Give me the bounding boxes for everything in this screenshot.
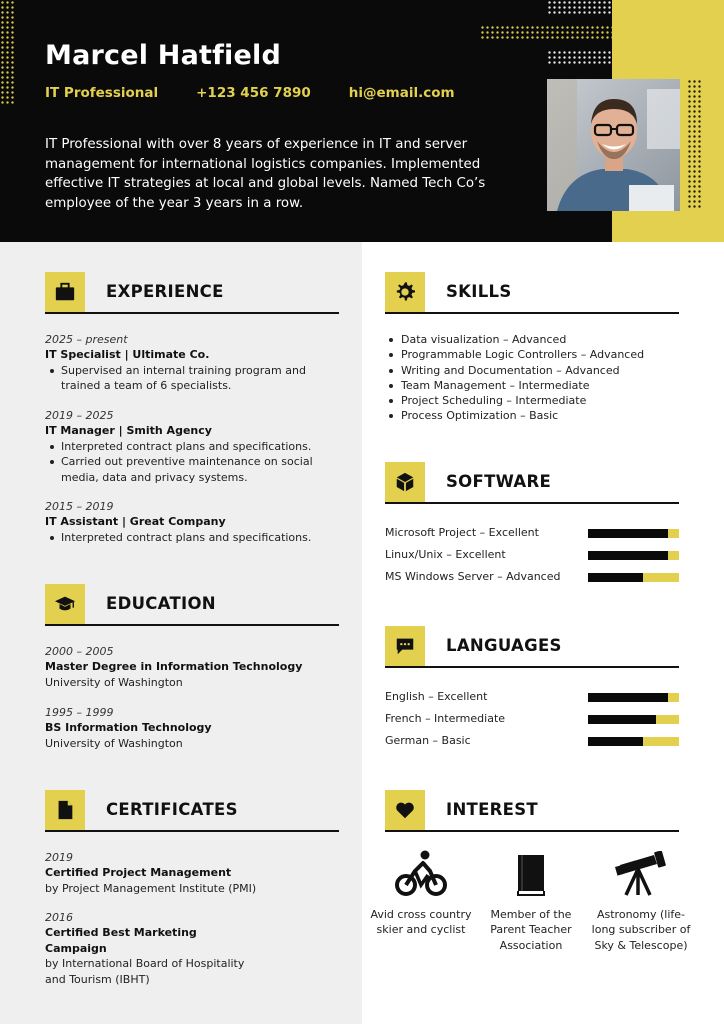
speech-bubble-icon: [385, 626, 425, 666]
skill-item: Project Scheduling – Intermediate: [385, 393, 644, 408]
proficiency-fill: [588, 573, 643, 582]
language-item: [385, 734, 679, 756]
skill-item: Data visualization – Advanced: [385, 332, 644, 347]
decor-dots: [0, 0, 14, 105]
certificates-section-header: [45, 790, 339, 832]
proficiency-bar: [588, 529, 679, 538]
gear-icon: [385, 272, 425, 312]
education-entry: [45, 705, 335, 751]
languages-section-header: [385, 626, 679, 668]
software-label: Microsoft Project – Excellent: [385, 526, 539, 539]
certificate-issuer: by Project Management Institute (PMI): [45, 881, 257, 895]
entry-bullet: Interpreted contract plans and specifications.: [45, 530, 335, 545]
software-item: [385, 548, 679, 570]
entry-role: IT Specialist | Ultimate Co.: [45, 348, 210, 362]
section-title: CERTIFICATES: [106, 800, 238, 819]
software-item: [385, 526, 679, 548]
proficiency-fill: [588, 715, 656, 724]
proficiency-bar: [588, 693, 679, 702]
entry-date: 2000 – 2005: [45, 645, 114, 658]
certificate-issuer: by International Board of Hospitality and Tourism (IBHT): [45, 957, 245, 986]
education-entry: [45, 644, 335, 690]
entry-role: IT Assistant | Great Company: [45, 515, 226, 529]
telescope-icon: [614, 851, 668, 897]
certificate-entry: [45, 850, 335, 896]
skill-item: Programmable Logic Controllers – Advanced: [385, 347, 644, 362]
language-item: [385, 712, 679, 734]
entry-bullet: Supervised an internal training program and trained a team of 6 specialists.: [45, 363, 335, 394]
experience-section-header: [45, 272, 339, 314]
skills-list: [385, 332, 644, 424]
interest-item: [476, 845, 586, 953]
entry-bullet: Interpreted contract plans and specifications.: [45, 439, 335, 454]
briefcase-icon: [45, 272, 85, 312]
software-list: [385, 526, 679, 592]
language-label: French – Intermediate: [385, 712, 506, 725]
section-title: INTEREST: [446, 800, 538, 819]
education-section-header: [45, 584, 339, 626]
document-icon: [45, 790, 85, 830]
decor-dots: [687, 79, 703, 209]
proficiency-bar: [588, 551, 679, 560]
email-address[interactable]: hi@email.com: [348, 85, 455, 101]
entry-school: University of Washington: [45, 736, 183, 750]
interest-text: Avid cross country skier and cyclist: [370, 908, 472, 937]
job-title: IT Professional: [45, 85, 159, 101]
profile-photo: [547, 79, 680, 211]
graduation-cap-icon: [45, 584, 85, 624]
language-label: German – Basic: [385, 734, 471, 747]
proficiency-fill: [588, 737, 643, 746]
phone-number[interactable]: +123 456 7890: [196, 85, 311, 101]
experience-entry: [45, 408, 335, 485]
certificate-name: Certified Project Management: [45, 866, 232, 880]
decor-dots: [547, 50, 612, 65]
proficiency-bar: [588, 573, 679, 582]
proficiency-fill: [588, 551, 668, 560]
interest-text: Astronomy (life-long subscriber of Sky & Telescope): [591, 908, 691, 952]
proficiency-bar: [588, 737, 679, 746]
entry-degree: BS Information Technology: [45, 721, 212, 735]
proficiency-fill: [588, 529, 668, 538]
entry-role: IT Manager | Smith Agency: [45, 424, 212, 438]
software-label: MS Windows Server – Advanced: [385, 570, 561, 583]
section-title: EXPERIENCE: [106, 282, 224, 301]
skill-item: Writing and Documentation – Advanced: [385, 363, 644, 378]
person-name: Marcel Hatfield: [45, 40, 281, 71]
heart-icon: [385, 790, 425, 830]
section-title: SKILLS: [446, 282, 512, 301]
profile-summary: IT Professional with over 8 years of experience in IT and server management for international logistics companies. Implemented effective IT strategies at local and global levels. Named Tech Co’s employee of the year 3 years in a row.: [45, 137, 486, 211]
software-section-header: [385, 462, 679, 504]
proficiency-fill: [588, 693, 668, 702]
interest-item: [366, 845, 476, 938]
interest-item: [586, 845, 696, 953]
language-item: [385, 690, 679, 712]
entry-date: 2019: [45, 851, 73, 864]
entry-bullet: Carried out preventive maintenance on social media, data and privacy systems.: [45, 454, 335, 485]
proficiency-bar: [588, 715, 679, 724]
certificate-entry: [45, 910, 260, 987]
experience-entry: [45, 499, 335, 545]
interest-section-header: [385, 790, 679, 832]
decor-dots: [547, 0, 612, 14]
cube-icon: [385, 462, 425, 502]
section-title: EDUCATION: [106, 594, 216, 613]
skill-item: Team Management – Intermediate: [385, 378, 644, 393]
entry-date: 2016: [45, 911, 73, 924]
section-title: SOFTWARE: [446, 472, 552, 491]
decor-dots: [480, 25, 612, 40]
certificate-name: Certified Best Marketing Campaign: [45, 926, 197, 955]
entry-date: 2019 – 2025: [45, 409, 114, 422]
language-label: English – Excellent: [385, 690, 488, 703]
entry-degree: Master Degree in Information Technology: [45, 660, 303, 674]
contact-row: [45, 85, 455, 101]
software-label: Linux/Unix – Excellent: [385, 548, 506, 561]
cyclist-icon: [395, 849, 447, 897]
skills-section-header: [385, 272, 679, 314]
skill-item: Process Optimization – Basic: [385, 408, 644, 423]
software-item: [385, 570, 679, 592]
entry-date: 1995 – 1999: [45, 706, 114, 719]
book-icon: [514, 853, 548, 897]
entry-date: 2015 – 2019: [45, 500, 114, 513]
experience-entry: [45, 332, 335, 394]
languages-list: [385, 690, 679, 756]
entry-school: University of Washington: [45, 675, 183, 689]
interest-text: Member of the Parent Teacher Association: [490, 908, 572, 952]
section-title: LANGUAGES: [446, 636, 562, 655]
entry-date: 2025 – present: [45, 333, 128, 346]
